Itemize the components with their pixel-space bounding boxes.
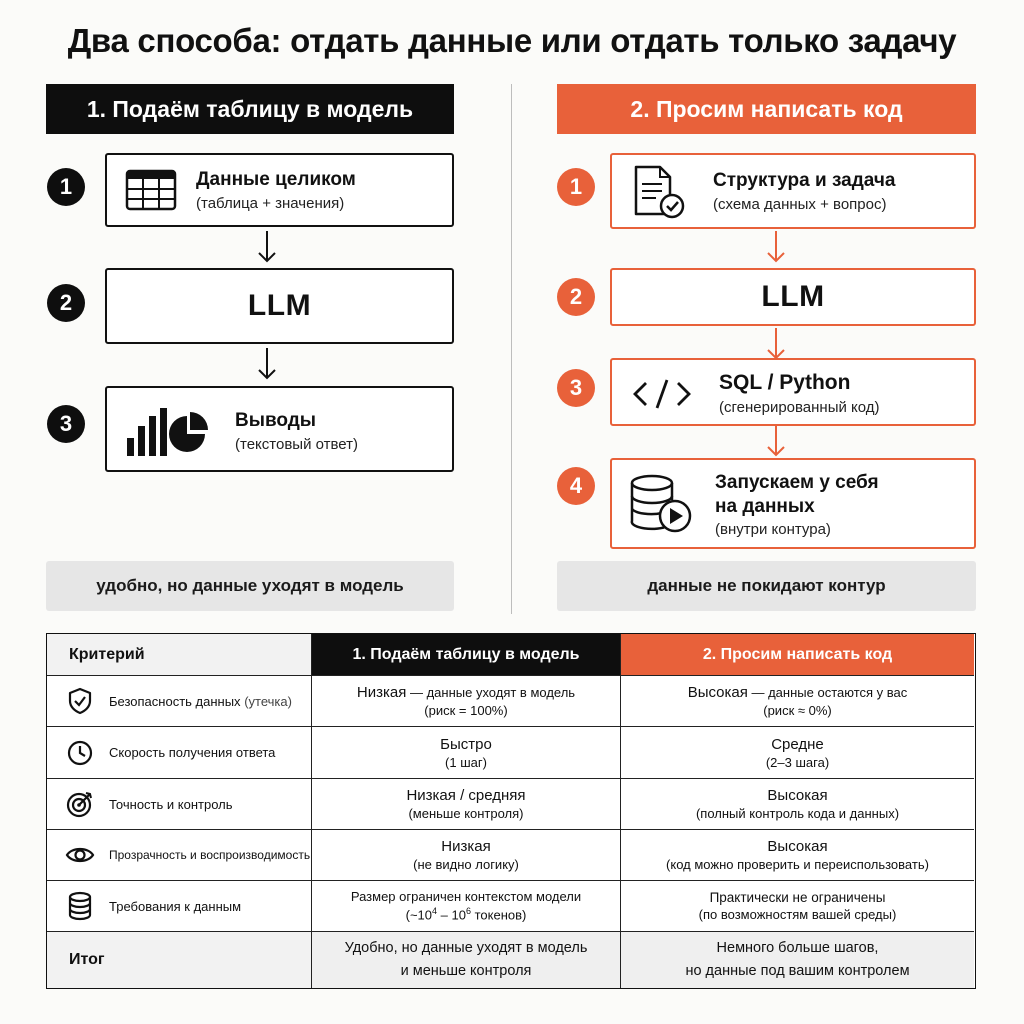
- value-main: Размер ограничен контекстом модели: [350, 889, 582, 905]
- shield-check-icon: [65, 686, 95, 716]
- value-main: Низкая: [441, 838, 491, 855]
- right-step-3-title: SQL / Python: [719, 371, 851, 394]
- table-header-row: [47, 634, 974, 676]
- value-sub-pre: (~10: [405, 907, 433, 923]
- database-play-icon: [628, 474, 694, 534]
- criterion-label: Точность и контроль: [109, 796, 233, 812]
- page-title: Два способа: отдать данные или отдать только задачу: [67, 22, 957, 59]
- right-step-1-number: 1: [557, 168, 595, 206]
- clock-icon: [65, 738, 95, 768]
- right-column-header: 2. Просим написать код: [557, 84, 976, 134]
- value-sub-mid: – 10: [437, 907, 466, 923]
- table-summary-row: [47, 932, 974, 988]
- value-main: Низкая / средняя: [406, 787, 526, 804]
- table-row: [47, 881, 974, 932]
- right-step-4-title-line1: Запускаем у себя: [715, 472, 879, 493]
- criterion-label: Прозрачность и воспроизводимость: [109, 848, 311, 862]
- value-rating: Низкая: [356, 684, 407, 701]
- value-sub: (2–3 шага): [765, 754, 830, 770]
- right-step-2-number: 2: [557, 278, 595, 316]
- header-approach-1: 1. Подаём таблицу в модель: [312, 634, 621, 675]
- arrow-down-icon: [257, 230, 277, 264]
- comparison-table: [46, 633, 976, 989]
- value-text: — данные остаются у вас: [747, 685, 908, 700]
- value-sub: (меньше контроля): [408, 806, 524, 821]
- value-sub: (код можно проверить и переиспользовать): [666, 857, 929, 872]
- criterion-label: Безопасность данных: [109, 693, 241, 709]
- right-step-1-subtitle: (схема данных + вопрос): [713, 196, 887, 213]
- summary-left-line2: и меньше контроля: [400, 963, 532, 979]
- table-row: [47, 676, 974, 727]
- left-column-header: 1. Подаём таблицу в модель: [46, 84, 454, 134]
- right-step-1-title: Структура и задача: [713, 170, 896, 191]
- value-sub-post: токенов): [470, 907, 527, 923]
- left-step-1-box: [105, 153, 454, 227]
- value-main: Средне: [771, 735, 824, 753]
- criterion-label-suffix: (утечка): [244, 693, 292, 709]
- value-sub: (не видно логику): [413, 857, 519, 872]
- right-step-4-title-line2: на данных: [715, 496, 815, 517]
- value-sub: (риск ≈ 0%): [763, 703, 832, 718]
- value-main: Быстро: [440, 735, 492, 753]
- criterion-label: Скорость получения ответа: [109, 745, 276, 760]
- left-step-2-number: 2: [47, 284, 85, 322]
- right-step-4-box: [610, 458, 976, 549]
- right-step-3-number: 3: [557, 369, 595, 407]
- bar-pie-chart-icon: [125, 406, 209, 458]
- right-step-1-box: [610, 153, 976, 229]
- value-sub: (по возможностям вашей среды): [698, 907, 897, 922]
- left-step-3-box: [105, 386, 454, 472]
- right-step-4-number: 4: [557, 467, 595, 505]
- target-icon: [65, 789, 95, 819]
- value-exponent: 6: [465, 906, 471, 917]
- right-step-3-subtitle: (сгенерированный код): [719, 399, 880, 416]
- database-icon: [65, 891, 95, 921]
- value-rating: Высокая: [687, 684, 748, 701]
- left-step-3-title: Выводы: [235, 410, 317, 431]
- table-icon: [125, 168, 177, 212]
- arrow-down-icon: [257, 347, 277, 381]
- summary-right-line1: Немного больше шагов,: [716, 939, 879, 956]
- left-step-3-number: 3: [47, 405, 85, 443]
- left-step-1-title: Данные целиком: [196, 169, 356, 190]
- value-sub: (риск = 100%): [424, 703, 508, 718]
- document-check-icon: [630, 164, 686, 220]
- arrow-down-icon: [766, 230, 786, 264]
- eye-icon: [65, 840, 95, 870]
- value-sub: (1 шаг): [445, 754, 487, 770]
- header-criterion: Критерий: [47, 634, 312, 675]
- right-step-4-subtitle: (внутри контура): [715, 521, 831, 538]
- value-main: Практически не ограничены: [709, 890, 886, 905]
- column-divider: [511, 84, 512, 614]
- summary-right-line2: но данные под вашим контролем: [685, 963, 910, 979]
- code-icon: [632, 377, 692, 411]
- left-step-3-subtitle: (текстовый ответ): [235, 436, 359, 453]
- summary-label: Итог: [47, 932, 312, 988]
- value-main: Высокая: [767, 787, 828, 804]
- arrow-down-icon: [766, 327, 786, 361]
- value-text: — данные уходят в модель: [406, 685, 576, 700]
- arrow-down-icon: [766, 424, 786, 458]
- left-step-1-subtitle: (таблица + значения): [196, 195, 345, 212]
- table-row: [47, 727, 974, 779]
- value-main: Высокая: [767, 838, 828, 855]
- header-approach-2: 2. Просим написать код: [621, 634, 974, 675]
- value-sub: (полный контроль кода и данных): [695, 806, 900, 821]
- left-llm-box: LLM: [105, 268, 454, 344]
- left-step-1-number: 1: [47, 168, 85, 206]
- left-note: удобно, но данные уходят в модель: [46, 561, 454, 611]
- table-row: [47, 779, 974, 830]
- right-llm-box: LLM: [610, 268, 976, 326]
- value-exponent: 4: [432, 906, 438, 917]
- criterion-label: Требования к данным: [109, 898, 242, 914]
- summary-left-line1: Удобно, но данные уходят в модель: [344, 939, 588, 956]
- table-row: [47, 830, 974, 881]
- right-note: данные не покидают контур: [557, 561, 976, 611]
- right-step-3-box: [610, 358, 976, 426]
